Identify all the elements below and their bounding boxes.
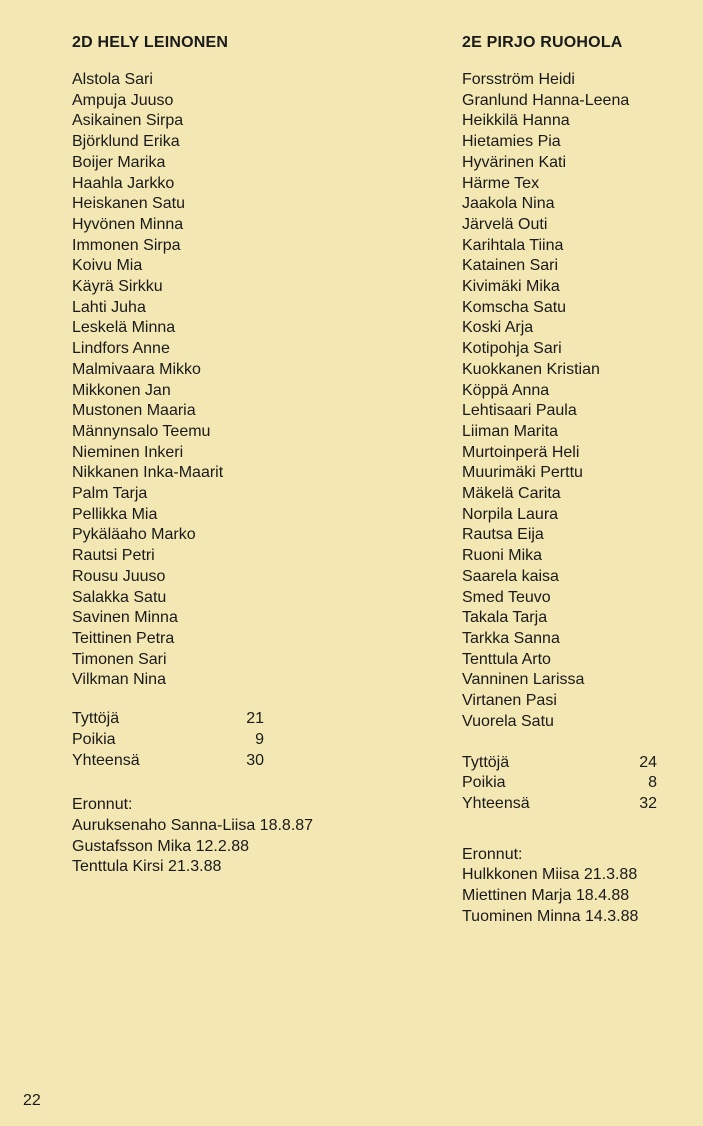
student-name: Saarela kaisa <box>462 567 559 585</box>
totals-row <box>462 794 657 815</box>
student-name: Hietamies Pia <box>462 133 561 151</box>
student-name: Teittinen Petra <box>72 629 175 647</box>
student-name: Katainen Sari <box>462 257 559 275</box>
totals-label: Tyttöjä <box>72 710 120 728</box>
student-name: Hyvärinen Kati <box>462 153 567 171</box>
student-name: Haahla Jarkko <box>72 174 175 192</box>
student-name: Tarkka Sanna <box>462 629 560 647</box>
student-name: Granlund Hanna-Leena <box>462 91 630 109</box>
totals-value: 21 <box>246 710 264 728</box>
student-name: Karihtala Tiina <box>462 236 564 254</box>
totals-row <box>462 773 657 794</box>
student-name: Rautsi Petri <box>72 547 155 565</box>
student-name: Pykäläaho Marko <box>72 526 196 544</box>
totals-value: 9 <box>255 730 264 748</box>
student-name: Ruoni Mika <box>462 547 543 565</box>
student-name: Hyvönen Minna <box>72 215 184 233</box>
totals-label: Yhteensä <box>72 751 140 769</box>
student-name: Immonen Sirpa <box>72 236 181 254</box>
student-list <box>462 70 682 733</box>
student-name: Forsström Heidi <box>462 71 575 88</box>
class-2e-section <box>462 34 682 927</box>
student-name: Timonen Sari <box>72 650 167 668</box>
student-name: Savinen Minna <box>72 609 178 627</box>
student-name: Koivu Mia <box>72 257 143 275</box>
departed-heading: Eronnut: <box>72 796 133 814</box>
totals-value: 32 <box>639 794 657 812</box>
student-name: Murtoinperä Heli <box>462 443 580 461</box>
student-name: Boijer Marika <box>72 153 166 171</box>
departed-entry: Auruksenaho Sanna-Liisa 18.8.87 <box>72 816 314 834</box>
student-name: Heikkilä Hanna <box>462 112 570 130</box>
student-name: Virtanen Pasi <box>462 692 557 710</box>
departed-entry: Tuominen Minna 14.3.88 <box>462 907 639 925</box>
class-title: 2D HELY LEINONEN <box>72 34 229 51</box>
departed-entry: Hulkkonen Miisa 21.3.88 <box>462 866 638 884</box>
student-name: Männynsalo Teemu <box>72 422 211 440</box>
totals-block <box>462 753 657 815</box>
totals-value: 24 <box>639 753 657 771</box>
student-name: Mäkelä Carita <box>462 485 561 503</box>
totals-label: Tyttöjä <box>462 753 510 771</box>
student-name: Tenttula Arto <box>462 650 551 668</box>
student-name: Köppä Anna <box>462 381 550 399</box>
student-name: Liiman Marita <box>462 422 559 440</box>
totals-value: 8 <box>648 774 657 792</box>
totals-label: Poikia <box>72 730 116 748</box>
student-name: Malmivaara Mikko <box>72 360 201 378</box>
student-name: Nikkanen Inka-Maarit <box>72 464 224 482</box>
student-name: Järvelä Outi <box>462 215 548 233</box>
departed-block <box>462 845 682 928</box>
student-name: Käyrä Sirkku <box>72 278 163 296</box>
student-name: Lindfors Anne <box>72 340 170 358</box>
totals-label: Poikia <box>462 774 506 792</box>
page-number: 22 <box>23 1092 41 1109</box>
student-name: Kuokkanen Kristian <box>462 360 600 378</box>
student-name: Koski Arja <box>462 319 534 337</box>
totals-block <box>72 709 264 771</box>
student-name: Mustonen Maaria <box>72 402 196 420</box>
student-name: Muurimäki Perttu <box>462 464 583 482</box>
student-name: Salakka Satu <box>72 588 167 606</box>
departed-heading: Eronnut: <box>462 845 523 863</box>
departed-block <box>72 795 372 878</box>
class-2d-section <box>72 34 372 878</box>
student-name: Heiskanen Satu <box>72 195 185 213</box>
totals-row <box>72 709 264 730</box>
student-name: Nieminen Inkeri <box>72 443 184 461</box>
student-name: Komscha Satu <box>462 298 567 316</box>
student-name: Ampuja Juuso <box>72 91 174 109</box>
class-title: 2E PIRJO RUOHOLA <box>462 34 623 51</box>
student-name: Palm Tarja <box>72 485 148 503</box>
student-list <box>72 70 372 691</box>
departed-entry: Miettinen Marja 18.4.88 <box>462 887 630 905</box>
student-name: Smed Teuvo <box>462 588 551 606</box>
student-name: Björklund Erika <box>72 133 180 151</box>
student-name: Vanninen Larissa <box>462 671 585 689</box>
student-name: Lahti Juha <box>72 298 146 316</box>
departed-entry: Gustafsson Mika 12.2.88 <box>72 837 249 855</box>
student-name: Pellikka Mia <box>72 505 158 523</box>
student-name: Kotipohja Sari <box>462 340 562 358</box>
totals-row <box>462 753 657 774</box>
totals-value: 30 <box>246 751 264 769</box>
totals-row <box>72 730 264 751</box>
student-name: Härme Tex <box>462 174 540 192</box>
student-name: Alstola Sari <box>72 71 153 88</box>
student-name: Rautsa Eija <box>462 526 544 544</box>
departed-entry: Tenttula Kirsi 21.3.88 <box>72 858 222 876</box>
student-name: Jaakola Nina <box>462 195 555 213</box>
student-name: Asikainen Sirpa <box>72 112 184 130</box>
totals-label: Yhteensä <box>462 794 530 812</box>
student-name: Rousu Juuso <box>72 567 166 585</box>
student-name: Leskelä Minna <box>72 319 176 337</box>
student-name: Takala Tarja <box>462 609 548 627</box>
student-name: Vilkman Nina <box>72 671 166 689</box>
totals-row <box>72 751 264 772</box>
student-name: Norpila Laura <box>462 505 559 523</box>
student-name: Mikkonen Jan <box>72 381 171 399</box>
student-name: Vuorela Satu <box>462 712 554 730</box>
student-name: Lehtisaari Paula <box>462 402 577 420</box>
student-name: Kivimäki Mika <box>462 278 560 296</box>
